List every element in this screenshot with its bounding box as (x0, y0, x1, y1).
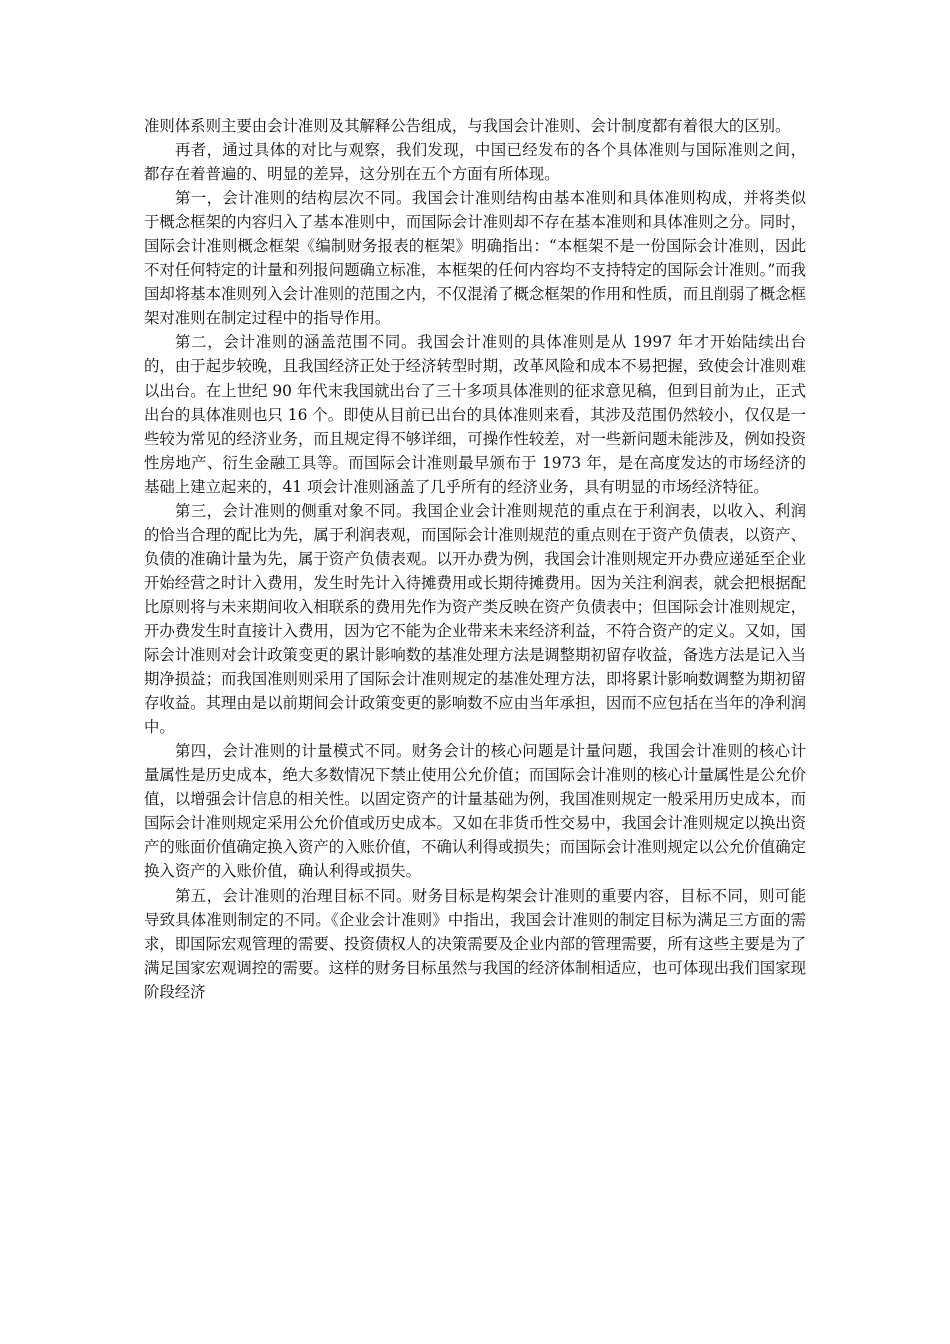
document-page (144, 114, 806, 1004)
paragraph-intro: 准则体系则主要由会计准则及其解释公告组成，与我国会计准则、会计制度都有着很大的区别。 (144, 117, 791, 135)
paragraph-structure: 第一，会计准则的结构层次不同。我国会计准则结构由基本准则和具体准则构成，并将类似于概念框架的内容归入了基本准则中，而国际会计准则却不存在基本准则和具体准则之分。同时，国际会计准则概念框架《编制财务报表的框架》明确指出：“本框架不是一份国际会计准则，因此不对任何特定的计量和列报问题确立标准，本框架的任何内容均不支持特定的国际会计准则。”而我国却将基本准则列入会计准则的范围之内，不仅混淆了概念框架的作用和性质，而且削弱了概念框架对准则在制定过程中的指导作用。 (144, 189, 806, 328)
paragraph-focus: 第三，会计准则的侧重对象不同。我国企业会计准则规范的重点在于利润表，以收入、利润的恰当合理的配比为先，属于利润表观，而国际会计准则规范的重点则在于资产负债表，以资产、负债的准确计量为先，属于资产负债表观。以开办费为例，我国会计准则规定开办费应递延至企业开始经营之时计入费用，发生时先计入待摊费用或长期待摊费用。因为关注利润表，就会把根据配比原则将与未来期间收入相联系的费用先作为资产类反映在资产负债表中；但国际会计准则规定，开办费发生时直接计入费用，因为它不能为企业带来未来经济利益，不符合资产的定义。又如，国际会计准则对会计政策变更的累计影响数的基准处理方法是调整期初留存收益，备选方法是记入当期净损益；而我国准则则采用了国际会计准则规定的基准处理方法，即将累计影响数调整为期初留存收益。其理由是以前期间会计政策变更的影响数不应由当年承担，因而不应包括在当年的净利润中。 (144, 501, 806, 737)
paragraph-objectives: 第五，会计准则的治理目标不同。财务目标是构架会计准则的重要内容，目标不同，则可能导致具体准则制定的不同。《企业会计准则》中指出，我国会计准则的制定目标为满足三方面的需求，即国际宏观管理的需要、投资债权人的决策需要及企业内部的管理需要，所有这些主要是为了满足国家宏观调控的需要。这样的财务目标虽然与我国的经济体制相适应，也可体现出我们国家现阶段经济 (144, 886, 806, 1001)
paragraph-measurement: 第四，会计准则的计量模式不同。财务会计的核心问题是计量问题，我国会计准则的核心计量属性是历史成本，绝大多数情况下禁止使用公允价值；而国际会计准则的核心计量属性是公允价值，以增强会计信息的相关性。以固定资产的计量基础为例，我国准则规定一般采用历史成本，而国际会计准则规定采用公允价值或历史成本。又如在非货币性交易中，我国会计准则规定以换出资产的账面价值确定换入资产的入账价值，不确认利得或损失；而国际会计准则规定以公允价值确定换入资产的入账价值，确认利得或损失。 (144, 742, 806, 881)
paragraph-scope: 第二，会计准则的涵盖范围不同。我国会计准则的具体准则是从 1997 年才开始陆续出台的，由于起步较晚，且我国经济正处于经济转型时期，改革风险和成本不易把握，致使会计准则难以出台。在上世纪 90 年代末我国就出台了三十多项具体准则的征求意见稿，但到目前为止，正式出台的具体准则也只 16 个。即使从目前已出台的具体准则来看，其涉及范围仍然较小，仅仅是一些较为常见的经济业务，而且规定得不够详细，可操作性较差，对一些新问题未能涉及，例如投资性房地产、衍生金融工具等。而国际会计准则最早颁布于 1973 年，是在高度发达的市场经济的基础上建立起来的，41 项会计准则涵盖了几乎所有的经济业务，具有明显的市场经济特征。 (144, 333, 806, 496)
paragraph-comparison: 再者，通过具体的对比与观察，我们发现，中国已经发布的各个具体准则与国际准则之间，都存在着普遍的、明显的差异，这分别在五个方面有所体现。 (144, 141, 806, 184)
